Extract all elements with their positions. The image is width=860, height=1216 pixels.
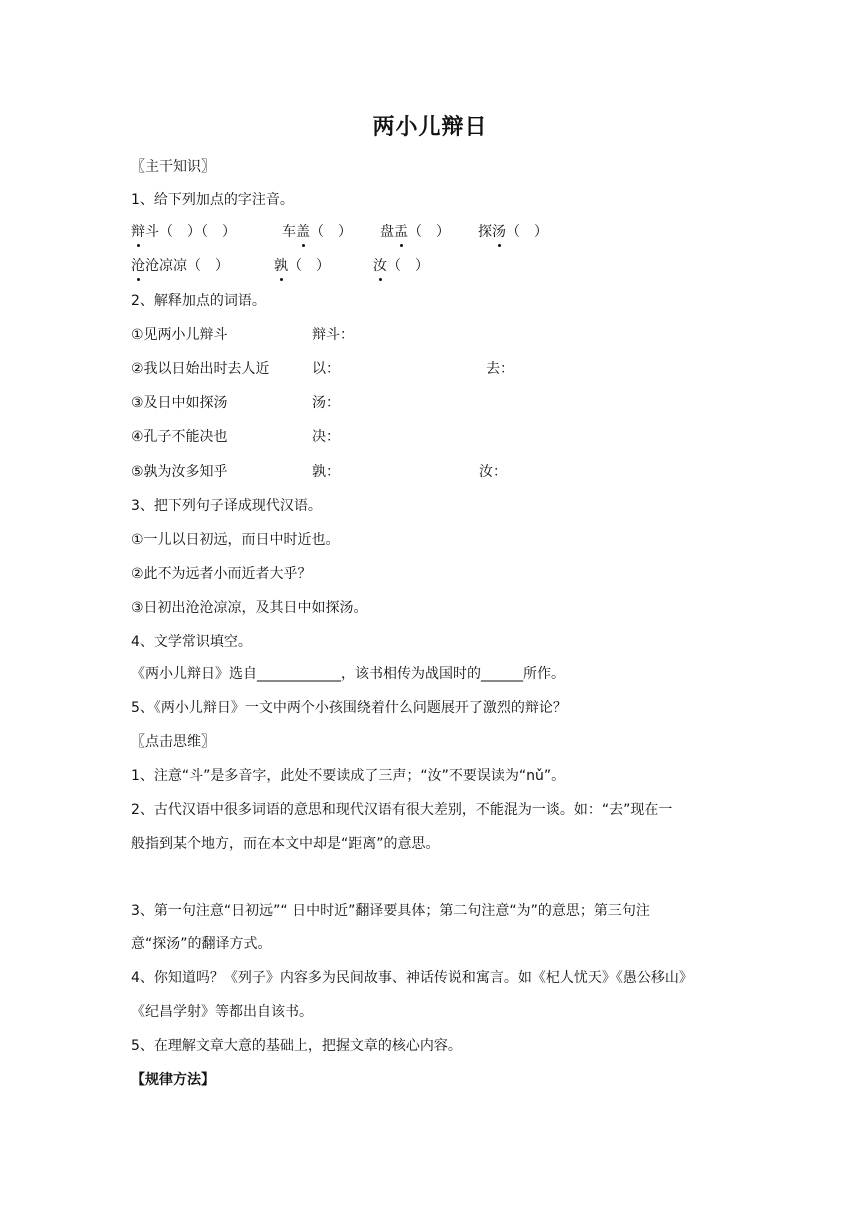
tip-line: 般指到某个地方，而在本文中却是“距离”的意思。	[131, 836, 440, 852]
q1-item	[380, 222, 450, 242]
q4-text-a: 《两小儿辩日》选自	[131, 666, 257, 682]
q1-item-rest: 斗（ ）（ ）	[145, 224, 236, 240]
q1-row-2	[131, 256, 731, 276]
q4-blank-2: ______	[481, 666, 523, 682]
tip-line: 4、你知道吗？《列子》内容多为民间故事、神话传说和寓言。如《杞人忧天》《愚公移山》	[131, 970, 693, 986]
q1-item-pre: 车	[282, 224, 296, 240]
q2-sentence: ⑤孰为汝多知乎	[131, 464, 228, 480]
tip-line: 1、注意“斗”是多音字，此处不要读成了三声；“汝”不要误读为“nǔ”。	[131, 768, 566, 784]
question-1-heading: 1、给下列加点的字注音。	[131, 192, 294, 208]
q2-item	[131, 427, 731, 447]
q4-blank-1: ____________	[257, 666, 341, 682]
q2-key-1: 以：	[312, 361, 340, 377]
q4-text-c: 所作。	[523, 666, 565, 682]
q2-item	[131, 393, 731, 413]
q1-item	[274, 256, 330, 276]
q3-item: ②此不为远者小而近者大乎？	[131, 566, 312, 582]
q1-item-rest: （ ）	[408, 224, 450, 240]
q2-sentence: ③及日中如探汤	[131, 395, 228, 411]
section-heading-method: 【规律方法】	[131, 1072, 215, 1088]
q1-item	[282, 222, 352, 242]
q2-key-2: 汝：	[479, 464, 507, 480]
q1-item-rest: 沧凉凉（ ）	[145, 258, 229, 274]
dotted-char: 辩	[131, 224, 145, 240]
q2-key-1: 辩斗：	[312, 327, 354, 343]
q2-item	[131, 462, 731, 482]
dotted-char: 沧	[131, 258, 145, 274]
question-3-heading: 3、把下列句子译成现代汉语。	[131, 498, 322, 514]
dotted-char: 盂	[394, 224, 408, 240]
tip-line: 意“探汤”的翻译方式。	[131, 936, 272, 952]
q1-item-rest: （ ）	[387, 258, 429, 274]
q2-item	[131, 325, 731, 345]
question-5: 5、《两小儿辩日》一文中两个小孩围绕着什么问题展开了激烈的辩论？	[131, 700, 567, 716]
q4-fill-blank	[131, 664, 565, 684]
q1-item-pre: 探	[478, 224, 492, 240]
tip-line: 2、古代汉语中很多词语的意思和现代汉语有很大差别，不能混为一谈。如：“去”现在一	[131, 802, 673, 818]
q1-item-pre: 盘	[380, 224, 394, 240]
q2-sentence: ④孔子不能决也	[131, 429, 228, 445]
q1-item	[478, 222, 548, 242]
section-heading-thinking: 〖点击思维〗	[131, 734, 215, 750]
q2-sentence: ①见两小儿辩斗	[131, 327, 228, 343]
tip-line: 《纪昌学射》等都出自该书。	[131, 1004, 313, 1020]
question-4-heading: 4、文学常识填空。	[131, 634, 252, 650]
dotted-char: 孰	[274, 258, 288, 274]
section-heading-main-knowledge: 〖主干知识〗	[131, 159, 215, 175]
dotted-char: 汝	[373, 258, 387, 274]
q2-item	[131, 359, 731, 379]
q3-item: ①一儿以日初远，而日中时近也。	[131, 532, 340, 548]
dotted-char: 盖	[296, 224, 310, 240]
q1-item	[131, 222, 236, 242]
q1-row-1	[131, 222, 731, 242]
q2-key-1: 孰：	[312, 464, 340, 480]
q4-text-b: ，该书相传为战国时的	[341, 666, 481, 682]
tip-line: 3、第一句注意“日初远”“ 日中时近”翻译要具体；第二句注意“为”的意思；第三句注	[131, 903, 650, 919]
question-2-heading: 2、解释加点的词语。	[131, 293, 266, 309]
q1-item-rest: （ ）	[506, 224, 548, 240]
tip-line: 5、在理解文章大意的基础上，把握文章的核心内容。	[131, 1038, 462, 1054]
dotted-char: 汤	[492, 224, 506, 240]
q1-item-rest: （ ）	[288, 258, 330, 274]
q2-key-1: 决：	[312, 429, 340, 445]
page-title: 两小儿辩日	[372, 115, 488, 140]
q2-sentence: ②我以日始出时去人近	[131, 361, 270, 377]
q1-item-rest: （ ）	[310, 224, 352, 240]
q1-item	[131, 256, 229, 276]
q1-item	[373, 256, 429, 276]
q3-item: ③日初出沧沧凉凉，及其日中如探汤。	[131, 600, 368, 616]
q2-key-2: 去：	[486, 361, 514, 377]
q2-key-1: 汤：	[312, 395, 340, 411]
